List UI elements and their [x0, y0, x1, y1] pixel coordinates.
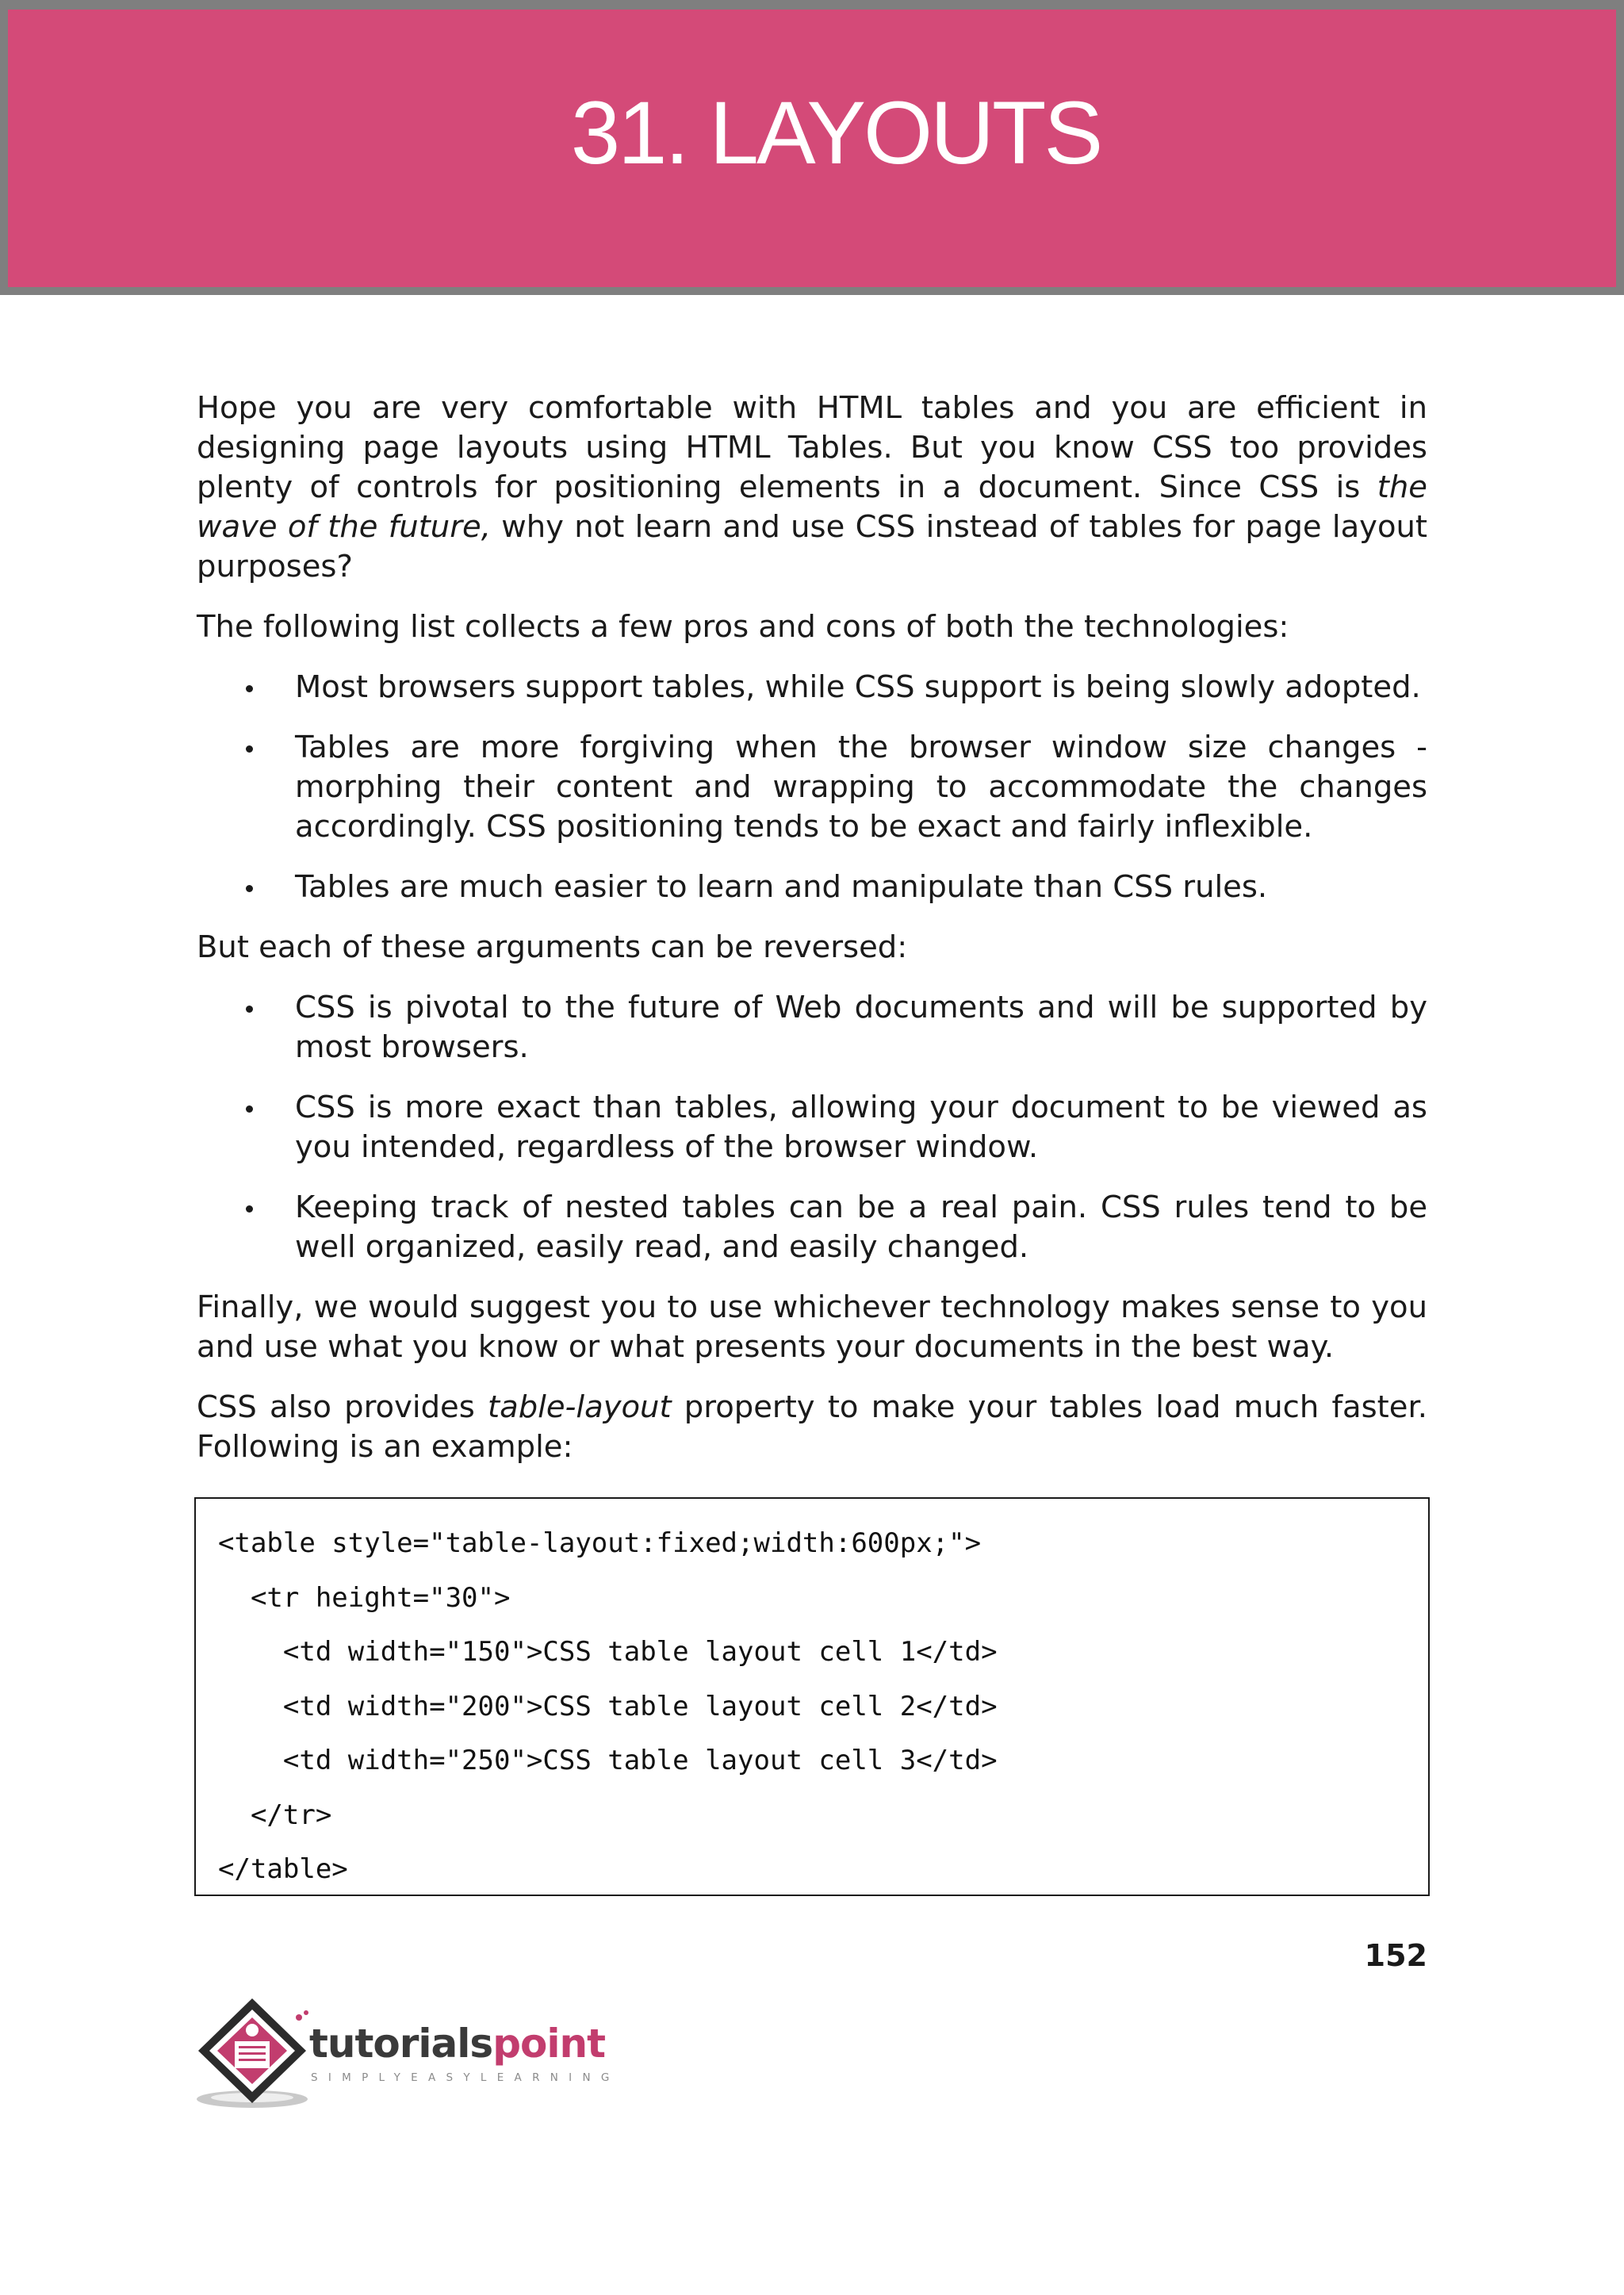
- list-item-text: Most browsers support tables, while CSS support is being slowly adopted.: [295, 669, 1421, 705]
- list-item: [197, 1088, 1427, 1167]
- intro-paragraph: [197, 389, 1427, 587]
- code-line: </tr>: [218, 1799, 332, 1831]
- bullet-icon: [246, 885, 253, 892]
- bullet-icon: [246, 685, 253, 692]
- bullet-icon: [246, 1006, 253, 1013]
- example-intro-start: CSS also provides: [197, 1389, 475, 1425]
- tutorialspoint-diamond-logo-icon: [195, 1994, 314, 2113]
- list-item: [197, 988, 1427, 1067]
- bullet-icon: [246, 1105, 253, 1113]
- code-line: <td width="150">CSS table layout cell 1</td>: [218, 1636, 998, 1668]
- list-item-text: CSS is more exact than tables, allowing your document to be viewed as you intended, regardless of the browser window.: [295, 1090, 1427, 1165]
- example-intro-paragraph: [197, 1388, 1427, 1467]
- code-line: <td width="250">CSS table layout cell 3</td>: [218, 1745, 998, 1776]
- list-item-text: Tables are more forgiving when the browser window size changes - morphing their content and wrapping to accommodate the changes accordingly. CSS positioning tends to be exact and fairly inflexible.: [295, 730, 1427, 845]
- list-item: [197, 868, 1427, 907]
- list-item: [197, 1188, 1427, 1267]
- reversal-intro-paragraph: But each of these arguments can be reversed:: [197, 929, 908, 965]
- tutorialspoint-logo: [195, 1994, 620, 2113]
- example-intro-emphasis: table-layout: [488, 1389, 672, 1425]
- logo-word-point: point: [492, 2021, 605, 2067]
- logo-wordmark: [309, 2021, 605, 2067]
- pros-cons-list: [197, 668, 1427, 907]
- list-item: [197, 728, 1427, 847]
- list-item-text: Keeping track of nested tables can be a real pain. CSS rules tend to be well organized, easily read, and easily changed.: [295, 1190, 1427, 1265]
- list-item: [197, 668, 1427, 707]
- conclusion-paragraph: Finally, we would suggest you to use whichever technology makes sense to you and use what you know or what presents your documents in the best way.: [197, 1289, 1427, 1365]
- intro-emphasis: the wave of the future,: [197, 469, 1427, 545]
- bullet-icon: [246, 1205, 253, 1213]
- list-item-text: CSS is pivotal to the future of Web documents and will be supported by most browsers.: [295, 990, 1427, 1065]
- example-intro-end: property to make your tables load much faster. Following is an example:: [197, 1389, 1427, 1465]
- code-line: <td width="200">CSS table layout cell 2</td>: [218, 1690, 998, 1722]
- intro-text-end: why not learn and use CSS instead of tables for page layout purposes?: [197, 509, 1428, 584]
- code-line: <table style="table-layout:fixed;width:600px;">: [218, 1527, 982, 1559]
- logo-tagline: SIMPLYEASYLEARNING: [311, 2071, 620, 2084]
- chapter-banner: [0, 0, 1624, 295]
- code-line: <tr height="30">: [218, 1581, 511, 1614]
- logo-word-tutorials: tutorials: [309, 2021, 493, 2067]
- chapter-title: 31. LAYOUTS: [570, 83, 1101, 182]
- reversal-list: [197, 988, 1427, 1267]
- pros-intro-paragraph: The following list collects a few pros and cons of both the technologies:: [197, 609, 1289, 645]
- code-line: </table>: [218, 1853, 348, 1885]
- bullet-icon: [246, 745, 253, 753]
- intro-text-start: Hope you are very comfortable with HTML tables and you are efficient in designing page layouts using HTML Tables. But you know CSS too provides plenty of controls for positioning elements in a document. Since CSS is: [197, 390, 1427, 505]
- page-content: [197, 389, 1427, 1488]
- list-item-text: Tables are much easier to learn and manipulate than CSS rules.: [295, 869, 1268, 905]
- page-number: 152: [1364, 1938, 1427, 1973]
- code-example-box: [194, 1497, 1430, 1896]
